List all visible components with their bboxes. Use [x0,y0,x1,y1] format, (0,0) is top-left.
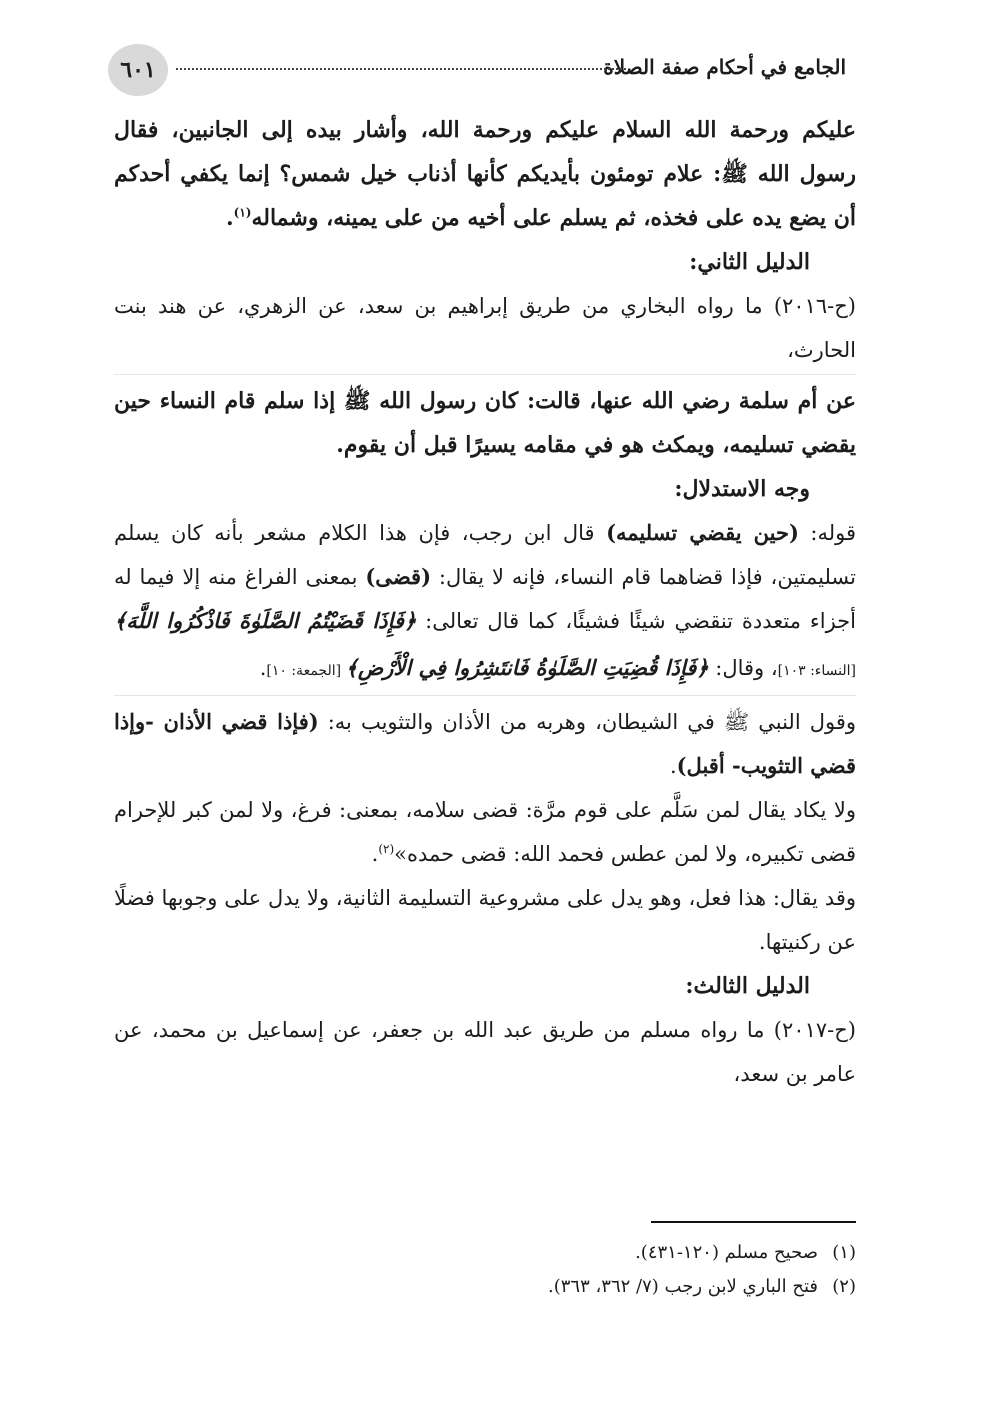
text-run: قوله: [798,521,857,545]
running-header [108,40,846,100]
quran-verse-1: ﴿فَإِذَا قَضَيْتُمُ الصَّلَوٰةَ فَاذْكُرُوا اللَّهَ﴾ [114,608,417,633]
inference-paragraph [114,511,856,696]
text-run: بمعنى الفراغ منه إلا فيما له أجزاء متعددة تنقضي شيئًا فشيئًا، كما قال تعالى: [114,565,856,633]
text-run: . [259,656,267,680]
page-number-badge: ٦٠١ [108,44,168,96]
quran-verse-2: ﴿فَإِذَا قُضِيَتِ الصَّلَوٰةُ فَانتَشِرُوا فِي الْأَرْضِ﴾ [345,655,709,680]
footnotes [114,1236,856,1304]
footnote-number: (٢) [832,1276,856,1297]
footnote-item [114,1270,856,1304]
adhan-paragraph [114,700,856,788]
text-run: ، وقال: [708,656,778,680]
heading-inference: وجه الاستدلال: [674,476,810,502]
quoted-phrase: (حين يقضي تسليمه) [606,520,799,545]
quoted-word: (قضى) [365,564,431,589]
heading-third-evidence: الدليل الثالث: [685,973,810,999]
hadith-chain-paragraph: (ح-٢٠١٦) ما رواه البخاري من طريق إبراهيم بن سعد، عن الزهري، عن هند بنت الحارث، [114,284,856,375]
footnote-item [114,1236,856,1270]
heading-second-evidence: الدليل الثاني: [689,249,810,275]
verse-reference-2: [الجمعة: ١٠] [266,663,346,679]
text-run: . [371,842,379,866]
footnote-marker-2: (٢) [378,842,395,856]
paragraph-text: عليكم ورحمة الله السلام عليكم ورحمة الله، وأشار بيده إلى الجانبين، فقال رسول الله ﷺ: علام تومئون بأيديكم كأنها أذناب خيل شمس؟ إنما يكفي أحدكم أن يضع يده على فخذه، ثم يسلم على أخيه من على يمينه، وشماله [114,117,856,231]
header-dotted-leader [176,68,626,70]
footnote-text: صحيح مسلم (١٢٠-٤٣١). [635,1242,818,1263]
footnote-marker-1: (١) [233,205,252,220]
footnote-number: (١) [832,1242,856,1263]
footnote-text: فتح الباري لابن رجب (٧/ ٣٦٢، ٣٦٣). [548,1276,818,1297]
hadith-chain-paragraph-2: (ح-٢٠١٧) ما رواه مسلم من طريق عبد الله بن جعفر، عن إسماعيل بن محمد، عن عامر بن سعد، [114,1018,856,1086]
objection-paragraph: وقد يقال: هذا فعل، وهو يدل على مشروعية التسليمة الثانية، ولا يدل على وجوبها فضلًا عن ركنيتها. [114,886,856,954]
explanation-paragraph [114,788,856,876]
hadith-text-paragraph: عن أم سلمة رضي الله عنها، قالت: كان رسول الله ﷺ إذا سلم قام النساء حين يقضي تسليمه، ويمكث هو في مقامه يسيرًا قبل أن يقوم. [114,388,856,458]
verse-reference-1: [النساء: ١٠٣] [777,663,856,679]
footnote-separator [651,1221,856,1223]
text-run: . [669,754,677,778]
text-run: وقول النبي ﷺ في الشيطان، وهربه من الأذان والتثويب به: [318,710,856,734]
main-text [114,108,856,1096]
text-run: قال ابن رجب، فإن هذا الكلام مشعر بأنه كان يسلم تسليمتين، فإذا قضاهما قام النساء، فإنه لا يقال: [114,521,857,589]
quoted-hadith: (فإذا قضي الأذان -وإذا قضي التثويب- أقبل) [114,709,856,778]
book-title: الجامع في أحكام صفة الصلاة [603,55,846,79]
hadith-continuation-paragraph: عليكم ورحمة الله السلام عليكم ورحمة الله، وأشار بيده إلى الجانبين، فقال رسول الله ﷺ: علام تومئون بأيديكم كأنها أذناب خيل شمس؟ إنما يكفي أحدكم أن يضع يده على فخذه، ثم يسلم على أخيه من على يمينه، وشماله$^{(١)}$. [114,117,856,231]
paragraph-text: ولا يكاد يقال لمن سَلَّم على قوم مرَّة: قضى سلامه، بمعنى: فرغ، ولا لمن كبر للإحرام قضى تكبيره، ولا لمن عطس فحمد الله: قضى حمده» [114,798,856,866]
